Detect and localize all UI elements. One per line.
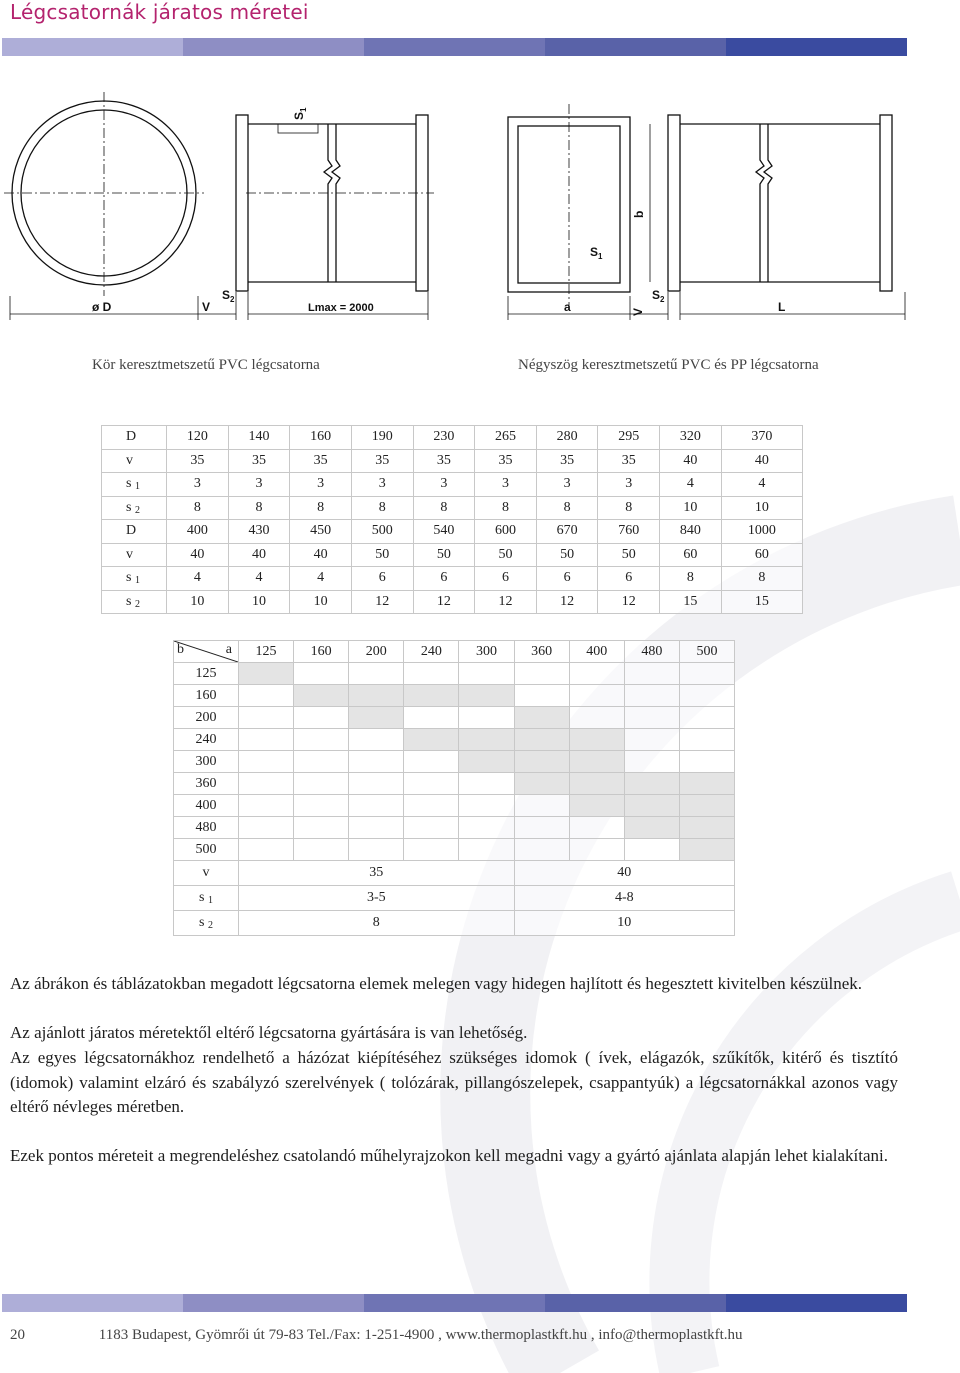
- size-cell: [404, 707, 459, 729]
- size-cell: [349, 729, 404, 751]
- size-cell: [404, 839, 459, 861]
- table-cell: 60: [721, 543, 802, 567]
- table-cell: 10: [721, 496, 802, 520]
- table-cell: 320: [660, 426, 722, 450]
- header-row: [174, 641, 735, 663]
- size-cell: [349, 707, 404, 729]
- table-cell: 4: [660, 473, 722, 497]
- size-cell: [239, 685, 294, 707]
- table-cell: 3: [413, 473, 475, 497]
- size-cell: [239, 751, 294, 773]
- table-cell: 600: [475, 520, 537, 544]
- table-cell: 3: [228, 473, 290, 497]
- table-row: [174, 685, 735, 707]
- bar-segment: [726, 1294, 907, 1312]
- b-header: 160: [174, 685, 239, 707]
- size-cell: [294, 839, 349, 861]
- table-cell: 12: [598, 590, 660, 614]
- table-cell: 4: [167, 567, 229, 591]
- size-cell: [349, 685, 404, 707]
- size-cell: [459, 707, 514, 729]
- bar-segment: [726, 38, 907, 56]
- size-cell: [294, 729, 349, 751]
- label-d: ø D: [92, 300, 112, 314]
- label-l: L: [778, 300, 786, 314]
- table-cell: 50: [536, 543, 598, 567]
- size-cell: [294, 685, 349, 707]
- row-label: v: [102, 543, 167, 567]
- footer-address: 1183 Budapest, Gyömrői út 79-83 Tel./Fax: 1-251-4900 , www.thermoplastkft.hu , info@thermoplastkft.hu: [98, 1327, 743, 1343]
- table-row: [102, 520, 803, 544]
- table-cell: 8: [721, 567, 802, 591]
- table-cell: 12: [413, 590, 475, 614]
- table-cell: 265: [475, 426, 537, 450]
- size-cell: [239, 817, 294, 839]
- size-cell: [624, 817, 679, 839]
- size-cell: [294, 751, 349, 773]
- label-v-round: V: [202, 300, 211, 314]
- size-cell: [349, 817, 404, 839]
- value-right: 40: [514, 861, 734, 886]
- b-header: 200: [174, 707, 239, 729]
- b-header: 125: [174, 663, 239, 685]
- corner-cell: [174, 641, 239, 663]
- size-cell: [514, 817, 569, 839]
- b-header: 500: [174, 839, 239, 861]
- size-cell: [404, 817, 459, 839]
- table-cell: 8: [536, 496, 598, 520]
- table-row: [174, 729, 735, 751]
- size-cell: [404, 663, 459, 685]
- row-label: v: [174, 861, 239, 886]
- table-row: [174, 911, 735, 936]
- size-cell: [514, 707, 569, 729]
- size-cell: [569, 817, 624, 839]
- table-cell: 35: [290, 449, 352, 473]
- table-row: [174, 861, 735, 886]
- table-cell: 3: [290, 473, 352, 497]
- table-cell: 50: [413, 543, 475, 567]
- size-cell: [294, 817, 349, 839]
- size-cell: [514, 685, 569, 707]
- bar-segment: [183, 1294, 364, 1312]
- size-cell: [349, 663, 404, 685]
- size-cell: [459, 685, 514, 707]
- paragraph-1: Az ábrákon és táblázatokban megadott légcsatorna elemek melegen vagy hidegen hajlított és hegesztett kivitelben készülnek.: [10, 974, 863, 993]
- table-cell: 35: [536, 449, 598, 473]
- table-cell: 8: [228, 496, 290, 520]
- table-cell: 4: [290, 567, 352, 591]
- table-row: [174, 751, 735, 773]
- table-cell: 15: [721, 590, 802, 614]
- size-cell: [349, 795, 404, 817]
- table-cell: 1000: [721, 520, 802, 544]
- size-cell: [459, 839, 514, 861]
- round-duct-section: [4, 92, 204, 296]
- table-row: [102, 567, 803, 591]
- size-cell: [679, 839, 734, 861]
- size-cell: [514, 729, 569, 751]
- row-label: s $_1$: [102, 567, 167, 591]
- table-row: [102, 426, 803, 450]
- table-cell: 40: [228, 543, 290, 567]
- size-cell: [239, 729, 294, 751]
- size-cell: [569, 839, 624, 861]
- value-left: 8: [239, 911, 515, 936]
- size-cell: [459, 729, 514, 751]
- size-cell: [294, 707, 349, 729]
- size-cell: [459, 663, 514, 685]
- size-cell: [404, 751, 459, 773]
- size-cell: [514, 839, 569, 861]
- b-header: 240: [174, 729, 239, 751]
- table-cell: 8: [598, 496, 660, 520]
- size-cell: [349, 751, 404, 773]
- label-a: a: [564, 300, 571, 314]
- b-header: 400: [174, 795, 239, 817]
- table-cell: 35: [475, 449, 537, 473]
- table-cell: 4: [228, 567, 290, 591]
- label-v-square: V: [631, 307, 645, 316]
- label-s1-round: $S_1$: [292, 107, 308, 120]
- size-cell: [239, 773, 294, 795]
- table-cell: 3: [475, 473, 537, 497]
- table-row: [102, 543, 803, 567]
- size-cell: [404, 773, 459, 795]
- bottom-color-bar: [2, 1294, 907, 1312]
- table-cell: 6: [598, 567, 660, 591]
- bar-segment: [183, 38, 364, 56]
- table-cell: 8: [475, 496, 537, 520]
- label-b: b: [632, 210, 646, 218]
- size-cell: [569, 729, 624, 751]
- size-cell: [569, 663, 624, 685]
- table-cell: 40: [660, 449, 722, 473]
- a-header: 240: [404, 641, 459, 663]
- table-cell: 450: [290, 520, 352, 544]
- a-header: 125: [239, 641, 294, 663]
- table-cell: 6: [475, 567, 537, 591]
- page-title: Légcsatornák járatos méretei: [10, 0, 309, 24]
- row-label: s $_2$: [102, 590, 167, 614]
- size-cell: [404, 685, 459, 707]
- table-cell: 8: [290, 496, 352, 520]
- table-cell: 35: [167, 449, 229, 473]
- table-cell: 12: [536, 590, 598, 614]
- table-cell: 430: [228, 520, 290, 544]
- table-cell: 10: [660, 496, 722, 520]
- table-row: [174, 663, 735, 685]
- table-cell: 50: [475, 543, 537, 567]
- size-cell: [679, 685, 734, 707]
- value-left: 35: [239, 861, 515, 886]
- size-cell: [569, 707, 624, 729]
- table-cell: 8: [660, 567, 722, 591]
- table-cell: 12: [351, 590, 413, 614]
- square-duct-table: [173, 640, 735, 936]
- value-right: 10: [514, 911, 734, 936]
- size-cell: [294, 663, 349, 685]
- row-label: s $_2$: [174, 911, 239, 936]
- table-cell: 8: [351, 496, 413, 520]
- bar-segment: [545, 1294, 726, 1312]
- size-cell: [514, 663, 569, 685]
- label-s2-round: $S_2$: [222, 288, 235, 304]
- table-row: [102, 590, 803, 614]
- size-cell: [624, 773, 679, 795]
- size-cell: [239, 707, 294, 729]
- size-cell: [624, 729, 679, 751]
- size-cell: [679, 707, 734, 729]
- size-cell: [569, 795, 624, 817]
- table-cell: 10: [290, 590, 352, 614]
- size-cell: [459, 817, 514, 839]
- table-cell: 35: [413, 449, 475, 473]
- table-cell: 500: [351, 520, 413, 544]
- table-cell: 6: [351, 567, 413, 591]
- table-cell: 12: [475, 590, 537, 614]
- bar-segment: [2, 38, 183, 56]
- table-cell: 3: [536, 473, 598, 497]
- size-cell: [514, 795, 569, 817]
- size-cell: [239, 839, 294, 861]
- size-cell: [679, 795, 734, 817]
- table-cell: 10: [228, 590, 290, 614]
- table-row: [174, 839, 735, 861]
- bar-segment: [545, 38, 726, 56]
- paragraph-4: Ezek pontos méreteit a megrendeléshez csatolandó műhelyrajzokon kell megadni vagy a gyártó ajánlata alapján lehet kialakítani.: [10, 1146, 888, 1165]
- size-cell: [349, 839, 404, 861]
- table-cell: 40: [167, 543, 229, 567]
- table-cell: 140: [228, 426, 290, 450]
- size-cell: [624, 663, 679, 685]
- size-cell: [679, 817, 734, 839]
- value-left: 3-5: [239, 886, 515, 911]
- a-header: 400: [569, 641, 624, 663]
- size-cell: [679, 729, 734, 751]
- size-cell: [459, 795, 514, 817]
- row-label: s $_2$: [102, 496, 167, 520]
- size-cell: [679, 663, 734, 685]
- size-cell: [679, 751, 734, 773]
- table-row: [102, 496, 803, 520]
- table-cell: 10: [167, 590, 229, 614]
- a-header: 160: [294, 641, 349, 663]
- size-cell: [349, 773, 404, 795]
- size-cell: [239, 663, 294, 685]
- a-header: 200: [349, 641, 404, 663]
- size-cell: [569, 751, 624, 773]
- row-label: D: [102, 520, 167, 544]
- a-header: 360: [514, 641, 569, 663]
- caption-round: Kör keresztmetszetű PVC légcsatorna: [92, 357, 320, 373]
- row-label: s $_1$: [102, 473, 167, 497]
- table-cell: 280: [536, 426, 598, 450]
- row-label: s $_1$: [174, 886, 239, 911]
- table-cell: 40: [721, 449, 802, 473]
- table-cell: 35: [598, 449, 660, 473]
- label-lmax: Lmax = 2000: [308, 302, 374, 314]
- table-cell: 35: [351, 449, 413, 473]
- size-cell: [459, 751, 514, 773]
- size-cell: [624, 839, 679, 861]
- table-cell: 120: [167, 426, 229, 450]
- size-cell: [624, 707, 679, 729]
- b-header: 360: [174, 773, 239, 795]
- square-duct-side: [650, 115, 892, 291]
- a-header: 480: [624, 641, 679, 663]
- table-row: [102, 449, 803, 473]
- table-cell: 840: [660, 520, 722, 544]
- table-cell: 8: [413, 496, 475, 520]
- square-duct-section: [508, 104, 630, 305]
- size-cell: [624, 795, 679, 817]
- size-cell: [404, 729, 459, 751]
- table-cell: 50: [598, 543, 660, 567]
- table-cell: 230: [413, 426, 475, 450]
- size-cell: [239, 795, 294, 817]
- table-cell: 60: [660, 543, 722, 567]
- table-row: [174, 886, 735, 911]
- bar-segment: [364, 38, 545, 56]
- b-header: 480: [174, 817, 239, 839]
- round-duct-side: [236, 115, 434, 291]
- top-color-bar: [2, 38, 907, 56]
- size-cell: [514, 751, 569, 773]
- table-cell: 760: [598, 520, 660, 544]
- bar-segment: [2, 1294, 183, 1312]
- bar-segment: [364, 1294, 545, 1312]
- table-row: [102, 473, 803, 497]
- size-cell: [624, 751, 679, 773]
- table-cell: 50: [351, 543, 413, 567]
- row-label: D: [102, 426, 167, 450]
- a-header: 300: [459, 641, 514, 663]
- table-cell: 670: [536, 520, 598, 544]
- table-cell: 160: [290, 426, 352, 450]
- round-duct-table: [101, 425, 803, 614]
- table-cell: 540: [413, 520, 475, 544]
- size-cell: [459, 773, 514, 795]
- paragraph-3: Az egyes légcsatornákhoz rendelhető a házózat kiépítéséhez szükséges idomok ( ívek, elágazók, szűkítők, kitérő és tisztító (idomok) valamint elzáró és szabályzó szerelvények ( tolózárak, pillangószelepek, csappantyúk) a légcsatornákkal azonos vagy eltérő névleges méretben.: [10, 1048, 898, 1116]
- table-cell: 190: [351, 426, 413, 450]
- duct-drawing: [0, 80, 960, 330]
- size-cell: [404, 795, 459, 817]
- value-right: 4-8: [514, 886, 734, 911]
- size-cell: [569, 773, 624, 795]
- table-cell: 400: [167, 520, 229, 544]
- a-header: 500: [679, 641, 734, 663]
- size-cell: [679, 773, 734, 795]
- b-header: 300: [174, 751, 239, 773]
- page-number: 20: [10, 1327, 25, 1343]
- table-cell: 4: [721, 473, 802, 497]
- size-cell: [569, 685, 624, 707]
- table-cell: 3: [351, 473, 413, 497]
- row-label: v: [102, 449, 167, 473]
- table-row: [174, 817, 735, 839]
- corner-b: b: [177, 642, 184, 657]
- table-cell: 3: [167, 473, 229, 497]
- size-cell: [294, 795, 349, 817]
- table-cell: 8: [167, 496, 229, 520]
- footer: [10, 1327, 743, 1344]
- table-row: [174, 773, 735, 795]
- table-cell: 40: [290, 543, 352, 567]
- table-cell: 295: [598, 426, 660, 450]
- label-s2-square: $S_2$: [652, 288, 665, 304]
- table-cell: 370: [721, 426, 802, 450]
- size-cell: [624, 685, 679, 707]
- table-row: [174, 795, 735, 817]
- table-row: [174, 707, 735, 729]
- table-cell: 3: [598, 473, 660, 497]
- label-s1-square: $S_1$: [590, 245, 603, 261]
- corner-a: a: [225, 642, 232, 657]
- paragraph-2: Az ajánlott járatos méretektől eltérő légcsatorna gyártására is van lehetőség.: [10, 1023, 528, 1042]
- table-cell: 15: [660, 590, 722, 614]
- caption-square: Négyszög keresztmetszetű PVC és PP légcsatorna: [518, 357, 819, 373]
- table-cell: 6: [413, 567, 475, 591]
- table-cell: 35: [228, 449, 290, 473]
- size-cell: [294, 773, 349, 795]
- table-cell: 6: [536, 567, 598, 591]
- size-cell: [514, 773, 569, 795]
